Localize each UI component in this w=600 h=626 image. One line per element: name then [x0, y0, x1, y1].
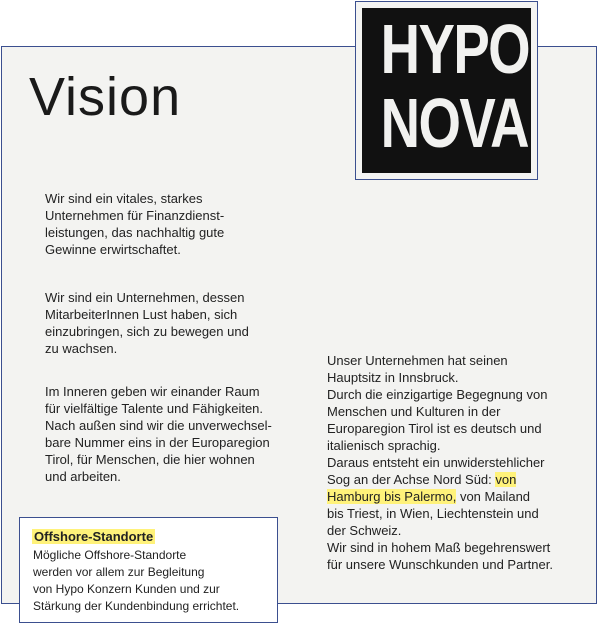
text-line: Wir sind ein Unternehmen, dessen — [45, 290, 245, 305]
text-line: leistungen, das nachhaltig gute — [45, 225, 225, 240]
text-line: einzubringen, sich zu bewegen und — [45, 324, 249, 339]
text-line: der Schweiz. — [327, 523, 402, 538]
text-line: Wir sind in hohem Maß begehrenswert — [327, 540, 551, 555]
vision-paragraph-2 — [45, 289, 249, 357]
text-line: Europaregion Tirol ist es deutsch und — [327, 421, 542, 436]
text-line: Gewinne erwirtschaftet. — [45, 242, 181, 257]
vision-paragraph-3 — [45, 383, 272, 485]
page-title: Vision — [29, 67, 182, 127]
text-line: für unsere Wunschkunden und Partner. — [327, 557, 553, 572]
text-line: Stärkung der Kundenbindung errichtet. — [33, 599, 240, 613]
text-line: Wir sind ein vitales, starkes — [45, 191, 203, 206]
highlighted-text: Hamburg bis Palermo, — [327, 489, 457, 504]
logo-line-nova: NOVA — [380, 84, 529, 162]
logo-line-hypo: HYPO — [380, 10, 530, 88]
offshore-callout — [19, 517, 278, 623]
text-line: italienisch sprachig. — [327, 438, 441, 453]
text-line: Nach außen sind wir die unverwechsel- — [45, 418, 272, 433]
text-line: zu wachsen. — [45, 341, 118, 356]
text-line: MitarbeiterInnen Lust haben, sich — [45, 307, 238, 322]
text-line: Mögliche Offshore-Standorte — [33, 548, 187, 562]
text-line: Unternehmen für Finanzdienst- — [45, 208, 225, 223]
text-line: von Hypo Konzern Kunden und zur — [33, 582, 220, 596]
headquarters-paragraph — [327, 352, 553, 573]
text-line: Durch die einzigartige Begegnung von — [327, 387, 548, 402]
text-line: Hauptsitz in Innsbruck. — [327, 370, 459, 385]
vision-paragraph-1 — [45, 190, 224, 258]
offshore-heading: Offshore-Standorte — [34, 529, 154, 544]
text-line: Menschen und Kulturen in der — [327, 404, 501, 419]
text-line: Tirol, für Menschen, die hier wohnen — [45, 452, 255, 467]
highlighted-text: von — [495, 472, 517, 487]
offshore-text — [33, 547, 239, 615]
text-span: Sog an der Achse Nord Süd: — [327, 472, 496, 487]
text-line — [327, 488, 553, 505]
text-line: bis Triest, in Wien, Liechtenstein und — [327, 506, 539, 521]
logo-black-field — [362, 8, 531, 173]
text-line: Daraus entsteht ein unwiderstehlicher — [327, 455, 545, 470]
text-line: Im Inneren geben wir einander Raum — [45, 384, 260, 399]
text-line: Unser Unternehmen hat seinen — [327, 353, 508, 368]
text-span: von Mailand — [456, 489, 531, 504]
text-line: für vielfältige Talente und Fähigkeiten. — [45, 401, 264, 416]
text-line: bare Nummer eins in der Europaregion — [45, 435, 270, 450]
text-line: und arbeiten. — [45, 469, 121, 484]
hypo-nova-logo — [355, 1, 538, 180]
text-line — [327, 471, 553, 488]
text-line: werden vor allem zur Begleitung — [33, 565, 205, 579]
